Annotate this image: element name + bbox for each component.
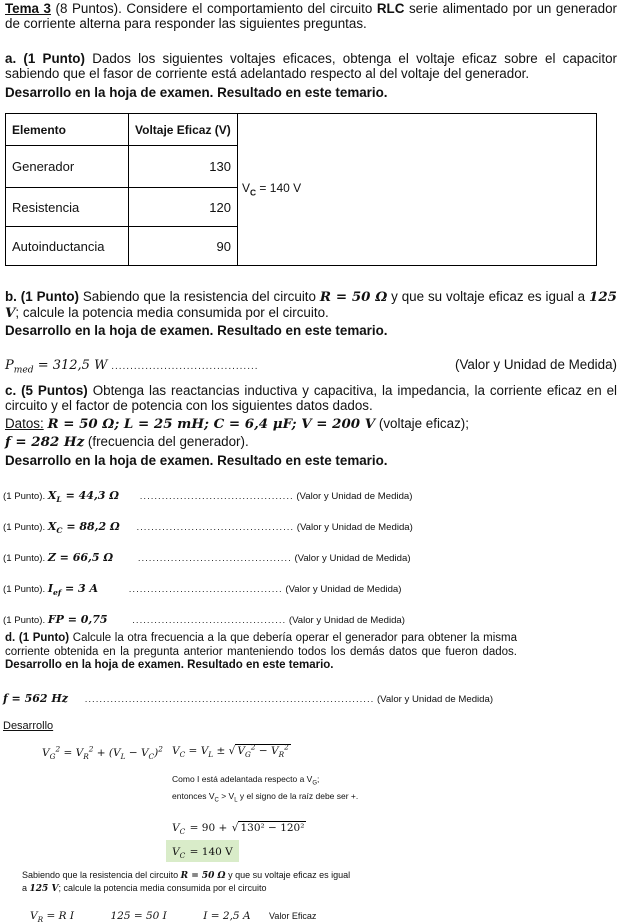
voltage-table <box>5 113 597 266</box>
answer-line-ief: (1 Punto). $I_{ef} = 3$ A .......................................... (Valor y Unidad de Medida) <box>3 582 402 598</box>
part-a-instruction: Desarrollo en la hoja de examen. Resultado en este temario. <box>5 85 388 100</box>
table-cell-value: 90 <box>129 227 238 266</box>
equation-vc-general: $V_C = V_L$ ± √ $V_G^2 - V_R^2$ <box>172 742 289 760</box>
capacitor-voltage-highlight: $V_C = 140$ V <box>166 840 239 862</box>
intro-text-a: Considere el comportamiento del circuito <box>126 1 373 16</box>
part-c-instruction: Desarrollo en la hoja de examen. Resultado en este temario. <box>5 453 388 468</box>
part-c-frequency: f = 282 Hz (frecuencia del generador). <box>5 434 249 450</box>
part-d-paragraph: d. (1 Punto) Calcule la otra frecuencia a la que debería operar el generador para obtener la misma corriente obtenida en la pregunta anterior manteniendo todos los demás datos que fueron dados. Desarrollo en la hoja de examen. Resultado en este temario. <box>5 632 517 671</box>
power-answer: $P_{med} = 312,5$ W <box>5 358 108 376</box>
units-note: (Valor y Unidad de Medida) <box>454 357 617 372</box>
part-b-paragraph: b. (1 Punto) Sabiendo que la resistencia del circuito R = 50 Ω y que su voltaje eficaz es igual a 125 V; calcule la potencia media consumida por el circuito. <box>5 289 617 321</box>
part-c-data: Datos: R = 50 Ω; L = 25 mH; C = 6,4 μF; V = 200 V (voltaje eficaz); <box>5 416 469 432</box>
tema-title: Tema 3 <box>5 1 51 16</box>
answer-line-xl: (1 Punto). $X_L = 44,3$ Ω .......................................... (Valor y Unidad de Medida) <box>3 489 413 505</box>
circuit-data-expr: R = 50 Ω; L = 25 mH; C = 6,4 μF; V = 200 V <box>47 416 376 432</box>
table-header-element: Elemento <box>6 114 129 146</box>
table-cell-value: 130 <box>129 146 238 188</box>
part-b-label: b. (1 Punto) <box>5 289 79 304</box>
header-paragraph <box>5 1 617 31</box>
part-a-paragraph <box>5 51 617 81</box>
part-c-label: c. (5 Puntos) <box>5 383 88 398</box>
part-d-label: d. (1 Punto) <box>5 632 70 644</box>
table-cell-element: Generador <box>6 146 129 188</box>
part-b-answer-line: $P_{med} = 312,5$ W ....................................... (Valor y Unidad de Medida) <box>5 357 617 376</box>
equation-phasor: $V_G^2 = V_R^2 + (V_L - V_C)^2$ <box>42 744 163 762</box>
voltage-expr: 125 V <box>5 289 617 321</box>
table-cell-element: Autoinductancia <box>6 227 129 266</box>
answer-line-xc: (1 Punto). $X_C = 88,2$ Ω ........................................... (Valor y Unidad de Medida) <box>3 520 413 536</box>
capacitor-voltage-result: $V_C = 140$ V <box>238 114 597 266</box>
table-cell-value: 120 <box>129 188 238 227</box>
final-calculation: $V_R = R$ I 125 = 50 I I = 2,5 A Valor Eficaz <box>30 910 317 924</box>
circuit-name: RLC <box>376 1 405 16</box>
desarrollo-title: Desarrollo <box>3 720 54 732</box>
part-a-label: a. (1 Punto) <box>5 51 85 66</box>
table-cell-element: Resistencia <box>6 188 129 227</box>
table-header-voltage: Voltaje Eficaz (V) <box>129 114 238 146</box>
answer-line-fp: (1 Punto). FP = 0,75 .......................................... (Valor y Unidad de Medida) <box>3 613 405 626</box>
part-b-instruction: Desarrollo en la hoja de examen. Resultado en este temario. <box>5 323 388 338</box>
part-d-answer-line: f = 562 Hz ............................................................................... (Valor y Unidad de Medida) <box>3 692 494 705</box>
part-c-paragraph: c. (5 Puntos) Obtenga las reactancias inductiva y capacitiva, la impedancia, la corriente eficaz en el circuito y el factor de potencia con los siguientes datos dados. <box>5 383 617 413</box>
equation-vc-numeric: $V_C = 90$ + √ 130² − 120² <box>172 822 305 837</box>
resistance-expr: R = 50 Ω <box>319 289 388 305</box>
repeat-part-b-text: Sabiendo que la resistencia del circuito R = 50 Ω y que su voltaje eficaz es igual a 125 V; calcule la potencia media consumida por el circuito <box>22 870 351 894</box>
tema-points: (8 Puntos). <box>55 1 122 16</box>
answer-line-z: (1 Punto). Z = 66,5 Ω .......................................... (Valor y Unidad de Medida) <box>3 551 411 564</box>
part-a-text: Dados los siguientes voltajes eficaces, obtenga el voltaje eficaz sobre el capacitor sabiendo que el fasor de corriente está adelantado respecto al del voltaje del generador. <box>5 51 617 81</box>
intro-text-b: serie alimentado por un generador de corriente alterna para responder las siguientes preguntas. <box>5 1 617 31</box>
sign-note: Como I está adelantada respecto a $V_G$; entonces $V_C > V_L$ y el signo de la raíz debe ser +. <box>172 774 359 804</box>
frequency-answer: f = 562 Hz <box>3 692 69 705</box>
